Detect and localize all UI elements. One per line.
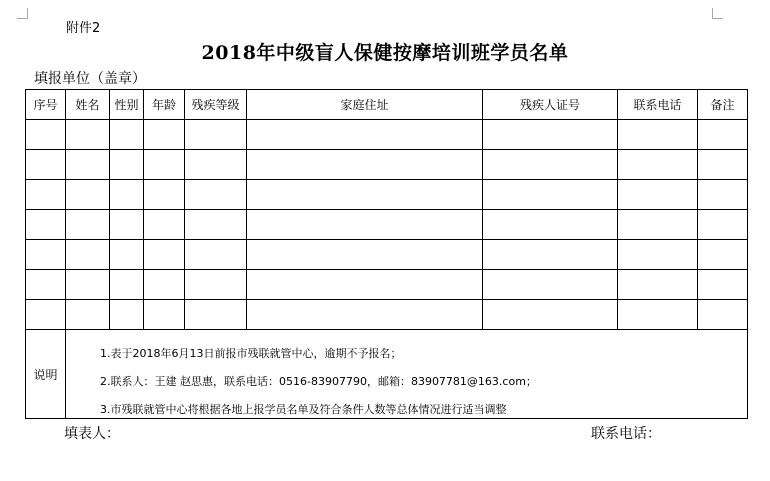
table-cell[interactable] xyxy=(247,210,483,240)
table-cell[interactable] xyxy=(247,300,483,330)
table-cell[interactable] xyxy=(144,180,185,210)
table-row xyxy=(26,120,748,150)
table-cell[interactable] xyxy=(185,150,247,180)
header-age: 年龄 xyxy=(144,90,185,120)
page-corner-mark-right xyxy=(712,8,723,19)
table-cell[interactable] xyxy=(66,240,110,270)
note-item-2: 2.联系人：王建 赵思惠，联系电话：0516-83907790，邮箱：83907781@163.com； xyxy=(100,375,537,388)
table-cell[interactable] xyxy=(247,240,483,270)
table-cell[interactable] xyxy=(26,120,66,150)
table-cell[interactable] xyxy=(66,180,110,210)
note-item-1: 1.表于2018年6月13日前报市残联就管中心，逾期不予报名； xyxy=(100,347,402,360)
table-cell[interactable] xyxy=(247,180,483,210)
table-cell[interactable] xyxy=(618,180,698,210)
notes-row xyxy=(26,330,748,419)
table-cell[interactable] xyxy=(247,150,483,180)
table-cell[interactable] xyxy=(110,300,144,330)
table-cell[interactable] xyxy=(66,210,110,240)
table-cell[interactable] xyxy=(66,150,110,180)
table-cell[interactable] xyxy=(110,180,144,210)
page-corner-mark-left xyxy=(17,8,28,19)
table-row xyxy=(26,210,748,240)
table-cell[interactable] xyxy=(110,270,144,300)
table-cell[interactable] xyxy=(483,300,618,330)
reporting-unit-label: 填报单位（盖章） xyxy=(34,71,146,87)
table-cell[interactable] xyxy=(483,270,618,300)
table-cell[interactable] xyxy=(483,210,618,240)
table-cell[interactable] xyxy=(618,240,698,270)
table-cell[interactable] xyxy=(110,120,144,150)
table-row xyxy=(26,180,748,210)
table-cell[interactable] xyxy=(66,270,110,300)
table-cell[interactable] xyxy=(185,120,247,150)
table-cell[interactable] xyxy=(26,240,66,270)
header-home-address: 家庭住址 xyxy=(247,90,483,120)
table-cell[interactable] xyxy=(698,240,748,270)
table-cell[interactable] xyxy=(110,240,144,270)
table-cell[interactable] xyxy=(185,240,247,270)
table-cell[interactable] xyxy=(66,120,110,150)
table-cell[interactable] xyxy=(185,270,247,300)
table-cell[interactable] xyxy=(698,180,748,210)
table-cell[interactable] xyxy=(483,150,618,180)
document-title: 2018年中级盲人保健按摩培训班学员名单 xyxy=(201,42,569,64)
table-cell[interactable] xyxy=(618,120,698,150)
table-header-row xyxy=(26,90,748,120)
table-cell[interactable] xyxy=(618,150,698,180)
header-gender: 性别 xyxy=(110,90,144,120)
table-cell[interactable] xyxy=(618,300,698,330)
table-cell[interactable] xyxy=(618,270,698,300)
attachment-label: 附件2 xyxy=(66,21,101,36)
table-cell[interactable] xyxy=(185,300,247,330)
table-cell[interactable] xyxy=(698,270,748,300)
notes-content xyxy=(66,330,748,419)
header-name: 姓名 xyxy=(66,90,110,120)
table-cell[interactable] xyxy=(483,180,618,210)
header-serial-number: 序号 xyxy=(26,90,66,120)
table-cell[interactable] xyxy=(144,300,185,330)
table-cell[interactable] xyxy=(185,180,247,210)
table-cell[interactable] xyxy=(483,240,618,270)
table-cell[interactable] xyxy=(144,270,185,300)
form-filler-label: 填表人： xyxy=(64,426,120,442)
table-cell[interactable] xyxy=(483,120,618,150)
student-roster-table xyxy=(25,89,748,419)
table-row xyxy=(26,300,748,330)
table-cell[interactable] xyxy=(66,300,110,330)
notes-label: 说明 xyxy=(26,330,66,419)
header-disability-card-number: 残疾人证号 xyxy=(483,90,618,120)
table-cell[interactable] xyxy=(26,150,66,180)
table-row xyxy=(26,270,748,300)
header-remarks: 备注 xyxy=(698,90,748,120)
table-row xyxy=(26,150,748,180)
table-cell[interactable] xyxy=(26,270,66,300)
table-cell[interactable] xyxy=(698,120,748,150)
table-cell[interactable] xyxy=(26,180,66,210)
table-cell[interactable] xyxy=(618,210,698,240)
note-item-3: 3.市残联就管中心将根据各地上报学员名单及符合条件人数等总体情况进行适当调整 xyxy=(100,403,507,416)
table-cell[interactable] xyxy=(698,300,748,330)
table-cell[interactable] xyxy=(144,120,185,150)
table-cell[interactable] xyxy=(698,150,748,180)
table-cell[interactable] xyxy=(144,240,185,270)
table-row xyxy=(26,240,748,270)
table-cell[interactable] xyxy=(26,210,66,240)
table-cell[interactable] xyxy=(144,210,185,240)
table-cell[interactable] xyxy=(110,210,144,240)
table-cell[interactable] xyxy=(185,210,247,240)
table-cell[interactable] xyxy=(26,300,66,330)
header-disability-level: 残疾等级 xyxy=(185,90,247,120)
table-cell[interactable] xyxy=(247,120,483,150)
contact-phone-label: 联系电话： xyxy=(591,426,661,442)
header-contact-phone: 联系电话 xyxy=(618,90,698,120)
table-cell[interactable] xyxy=(247,270,483,300)
table-cell[interactable] xyxy=(698,210,748,240)
table-cell[interactable] xyxy=(110,150,144,180)
table-cell[interactable] xyxy=(144,150,185,180)
